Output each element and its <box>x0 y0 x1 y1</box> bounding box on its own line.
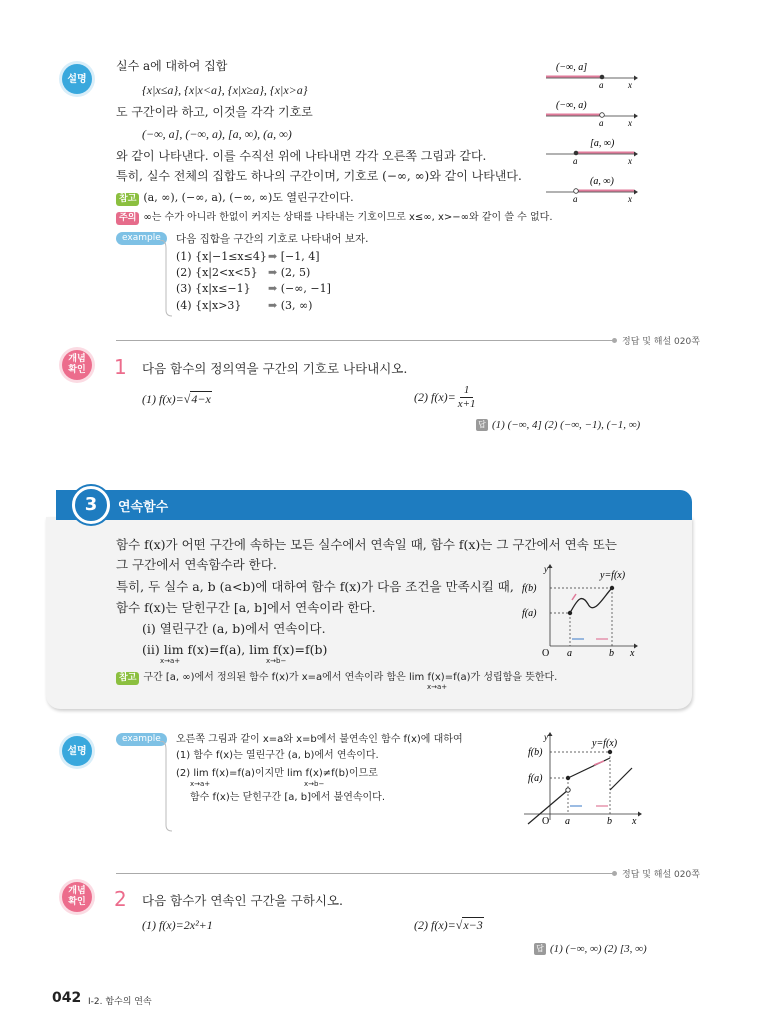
answer-2: 답 (1) (−∞, ∞) (2) [3, ∞) <box>534 943 647 955</box>
chapter-label: I-2. 함수의 연속 <box>88 997 152 1007</box>
explain-line-4: (−∞, a], (−∞, a), [a, ∞), (a, ∞) <box>142 127 292 141</box>
question-1-sub-2: (2) f(x)= $\frac{1}{x+1}$ <box>414 384 476 410</box>
svg-text:x: x <box>630 648 635 658</box>
svg-text:f(b): f(b) <box>528 747 543 758</box>
number-line-3 <box>546 138 638 166</box>
section-line-1: 함수 f(x)가 어떤 구간에 속하는 모든 실수에서 연속일 때, 함수 f(x)는 그 구간에서 연속 또는 <box>116 537 617 552</box>
nl-label-2: (−∞, a) <box>556 100 587 111</box>
note-tag: 참고 <box>116 193 139 206</box>
divider-dot-1 <box>612 338 617 343</box>
svg-text:y=f(x): y=f(x) <box>600 570 626 581</box>
section-note <box>116 670 557 686</box>
explain-line-5: 와 같이 나타낸다. 이를 수직선 위에 나타내면 각각 오른쪽 그림과 같다. <box>116 149 487 163</box>
note-lim-subscript: x→a+ <box>427 683 448 691</box>
page-number: 042 <box>52 990 82 1006</box>
explain-badge: 설명 <box>62 64 92 94</box>
lim-subscript-1: x→a+ <box>160 657 181 665</box>
svg-text:a: a <box>573 194 578 204</box>
arrow-icon: ➡ <box>268 299 278 312</box>
explain-caution <box>116 210 553 226</box>
svg-text:a: a <box>573 156 578 166</box>
section-line-6: (ii) lim f(x)=f(a), lim f(x)=f(b) <box>142 642 328 657</box>
explain2-line-1: 오른쪽 그림과 같이 x=a와 x=b에서 불연속인 함수 f(x)에 대하여 <box>176 734 463 745</box>
nl-label-4: (a, ∞) <box>590 176 614 187</box>
answer-1: 답 (1) (−∞, 4] (2) (−∞, −1), (−1, ∞) <box>476 419 640 431</box>
continuous-function-graph <box>520 562 640 658</box>
question-text-1: 다음 함수의 정의역을 구간의 기호로 나타내시오. <box>142 361 408 376</box>
svg-text:f(a): f(a) <box>522 608 537 619</box>
answer-mark: 답 <box>534 943 546 955</box>
explain-badge-2: 설명 <box>62 736 92 766</box>
explain2-line-4: 함수 f(x)는 닫힌구간 [a, b]에서 불연속이다. <box>190 792 386 803</box>
question-text-2: 다음 함수가 연속인 구간을 구하시오. <box>142 893 343 908</box>
section-line-4: 함수 f(x)는 닫힌구간 [a, b]에서 연속이라 한다. <box>116 600 376 615</box>
svg-text:x: x <box>628 80 632 90</box>
svg-text:f(a): f(a) <box>528 773 543 784</box>
section-number: 3 <box>72 486 110 524</box>
section-line-3: 특히, 두 실수 a, b (a<b)에 대하여 함수 f(x)가 다음 조건을 만족시킬 때, <box>116 579 514 594</box>
section-title: 연속함수 <box>118 500 169 515</box>
section-line-5: (i) 열린구간 (a, b)에서 연속이다. <box>142 621 326 636</box>
section-note-text: 구간 [a, ∞)에서 정의된 함수 f(x)가 x=a에서 연속이라 함은 lim f(x)=f(a)가 성립함을 뜻한다. <box>143 672 558 683</box>
svg-text:a: a <box>599 118 604 128</box>
note-text: (a, ∞), (−∞, a), (−∞, ∞)도 열린구간이다. <box>143 191 354 204</box>
svg-text:a: a <box>565 816 570 826</box>
arrow-icon: ➡ <box>268 250 278 263</box>
explain-note <box>116 190 354 206</box>
discontinuous-function-graph <box>520 730 644 826</box>
svg-text:f(b): f(b) <box>522 583 537 594</box>
section-note-tag: 참고 <box>116 672 139 685</box>
svg-text:y: y <box>544 564 548 574</box>
explain-line-3: 도 구간이라 하고, 이것을 각각 기호로 <box>116 105 313 119</box>
answer-mark: 답 <box>476 419 488 431</box>
question-2-sub-2: (2) f(x)=√x−3 <box>414 918 483 932</box>
svg-text:O: O <box>542 648 550 658</box>
svg-text:x: x <box>628 156 632 166</box>
svg-text:O: O <box>542 816 550 826</box>
arrow-icon: ➡ <box>268 266 278 279</box>
question-number-2: 2 <box>114 887 127 911</box>
caution-tag: 주의 <box>116 212 139 225</box>
nl-label-1: (−∞, a] <box>556 62 588 73</box>
number-line-4 <box>546 176 638 204</box>
divider-dot-2 <box>612 871 617 876</box>
lim-subscript-2: x→b− <box>266 657 287 665</box>
explain2-line-2: (1) 함수 f(x)는 열린구간 (a, b)에서 연속이다. <box>176 750 379 761</box>
example-tag-2: example <box>116 733 167 746</box>
sqrt-icon: √ <box>455 918 463 932</box>
svg-text:x: x <box>628 118 632 128</box>
answer-ref-1[interactable]: 정답 및 해설 020쪽 <box>622 337 700 347</box>
explain-line-2: {x|x≤a}, {x|x<a}, {x|x≥a}, {x|x>a} <box>142 83 308 97</box>
answer-ref-2[interactable]: 정답 및 해설 020쪽 <box>622 870 700 880</box>
question-number-1: 1 <box>114 355 127 379</box>
concept-check-badge-2: 개념 확인 <box>62 882 92 912</box>
divider-2 <box>116 873 614 874</box>
question-1-sub-1: (1) f(x)=√4−x <box>142 392 211 406</box>
explain2-line-3: (2) lim f(x)=f(a)이지만 lim f(x)≠f(b)이므로 <box>176 768 378 779</box>
concept-check-badge-1: 개념 확인 <box>62 350 92 380</box>
svg-text:a: a <box>567 648 572 658</box>
sqrt-icon: √ <box>183 392 191 406</box>
svg-text:a: a <box>599 80 604 90</box>
arrow-icon: ➡ <box>268 282 278 295</box>
section-line-2: 그 구간에서 연속함수라 한다. <box>116 557 277 572</box>
caution-text: ∞는 수가 아니라 한없이 커지는 상태를 나타내는 기호이므로 x≤∞, x>−∞와 같이 쓸 수 없다. <box>143 212 553 223</box>
number-line-2 <box>546 100 638 128</box>
example-item-2: (2) {x|2<x<5} ➡ (2, 5) <box>176 266 311 279</box>
svg-text:x: x <box>632 816 637 826</box>
svg-text:x: x <box>628 194 632 204</box>
example-bracket-1 <box>158 240 172 318</box>
explain2-lim-sub-1: x→a+ <box>190 780 211 788</box>
number-lines-figure <box>540 58 640 208</box>
example-tag-1: example <box>116 232 167 245</box>
explain-line-1: 실수 a에 대하여 집합 <box>116 59 228 73</box>
svg-text:y=f(x): y=f(x) <box>592 738 618 749</box>
svg-text:b: b <box>607 816 612 826</box>
explain-line-6: 특히, 실수 전체의 집합도 하나의 구간이며, 기호로 (−∞, ∞)와 같이 나타낸다. <box>116 169 522 183</box>
question-2-sub-1: (1) f(x)=2x²+1 <box>142 918 213 932</box>
example-bracket-2 <box>158 741 172 833</box>
svg-text:b: b <box>609 648 614 658</box>
example-intro: 다음 집합을 구간의 기호로 나타내어 보자. <box>176 233 369 245</box>
number-line-1 <box>546 62 638 90</box>
example-item-3: (3) {x|x≤−1} ➡ (−∞, −1] <box>176 282 331 295</box>
divider-1 <box>116 340 614 341</box>
svg-text:y: y <box>544 732 548 742</box>
explain2-lim-sub-2: x→b− <box>304 780 325 788</box>
example-item-4: (4) {x|x>3} ➡ (3, ∞) <box>176 299 313 312</box>
nl-label-3: [a, ∞) <box>590 138 615 149</box>
example-item-1: (1) {x|−1≤x≤4}➡ [−1, 4] <box>176 250 320 263</box>
